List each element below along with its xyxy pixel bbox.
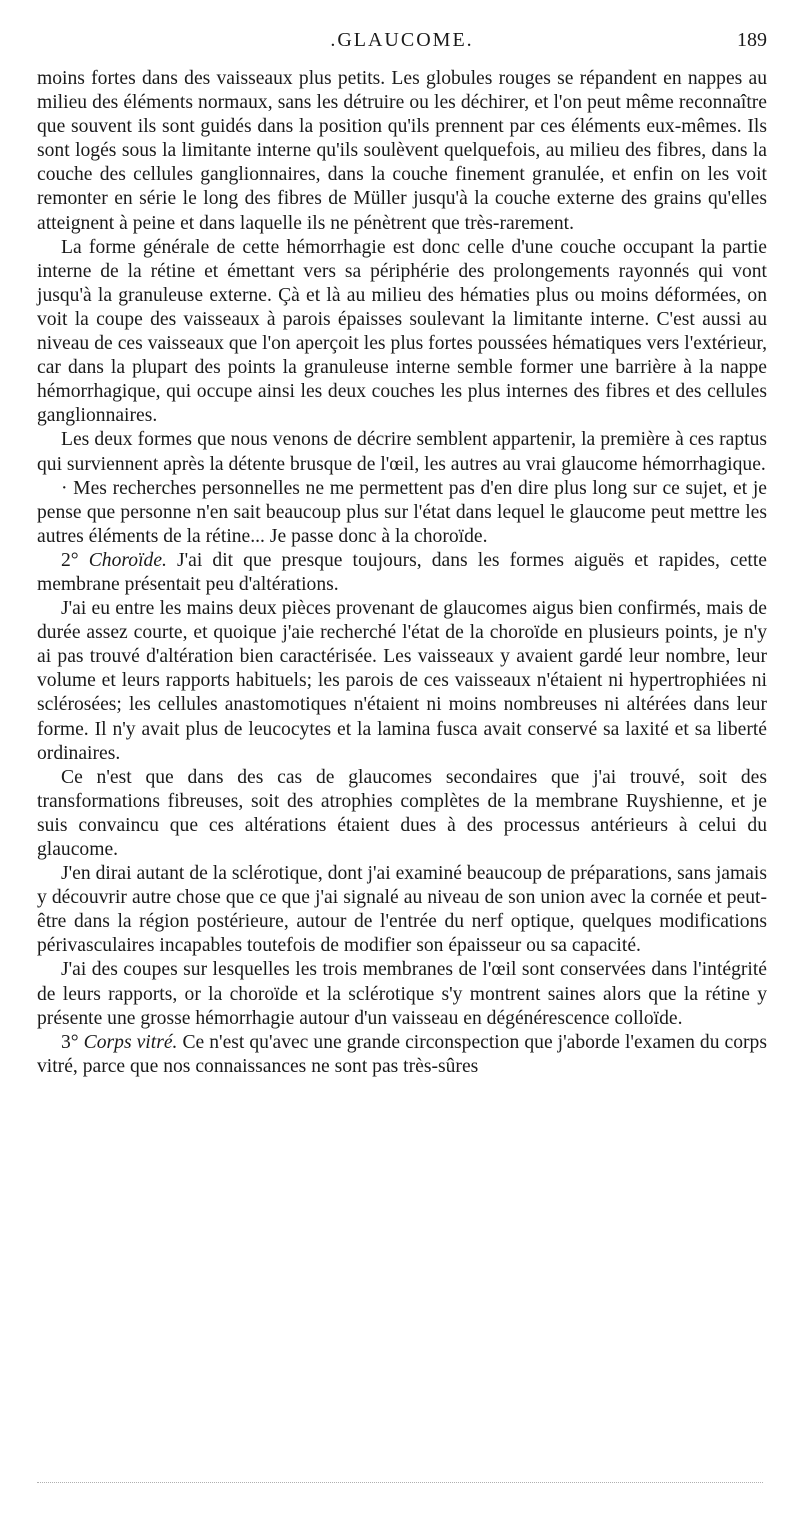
paragraph-secondary-glaucoma: Ce n'est que dans des cas de glaucomes secondaires que j'ai trouvé, soit des transformations fibreuses, soit des atrophies complètes de la membrane Ruyshienne, et je suis convaincu que ces altérations étaient dues à des processus antérieurs à celui du glaucome. (37, 766, 767, 860)
paragraph-vitreous-intro (37, 1031, 767, 1079)
paragraph-sclera: J'en dirai autant de la sclérotique, dont j'ai examiné beaucoup de préparations, sans jamais y découvrir autre chose que ce que j'ai signalé au niveau de son union avec la cornée et peut-être dans la région postérieure, autour de l'entrée du nerf optique, quelques modifications périvasculaires incapables toutefois de modifier son épaisseur ou sa capacité. (37, 863, 767, 957)
section-heading-vitreous: Corps vitré. (83, 1031, 178, 1053)
paragraph-personal-research: · Mes recherches personnelles ne me permettent pas d'en dire plus long sur ce sujet, et je pense que personne n'en sait beaucoup plus sur l'état dans lequel le glaucome peut mettre les autres éléments de la rétine... Je passe donc à la choroïde. (37, 477, 767, 547)
bleed-through-rule (37, 1482, 763, 1483)
paragraph-acute-glaucoma-specimens: J'ai eu entre les mains deux pièces provenant de glaucomes aigus bien confirmés, mais de durée assez courte, et quoique j'aie recherché l'état de la choroïde en plusieurs points, je n'y ai pas trouvé d'altération bien caractérisée. Les vaisseaux y avaient gardé leur nombre, leur volume et leurs rapports habituels; les parois de ces vaisseaux n'étaient ni hypertrophiées ni sclérosées; les cellules anastomotiques n'étaient ni moins nombreuses ni altérées dans leur forme. Il n'y avait plus de leucocytes et la lamina fusca avait conservé sa laxité et sa liberté ordinaires. (37, 598, 767, 764)
page-number: 189 (737, 29, 767, 51)
section-text-choroid: J'ai dit que presque toujours, dans les formes aiguës et rapides, cette membrane présentait peu d'altérations. (37, 549, 767, 595)
section-heading-choroid: Choroïde. (88, 549, 167, 571)
running-head (37, 0, 767, 51)
running-title: .GLAUCOME. (330, 29, 474, 51)
section-number-vitreous: 3° (61, 1031, 79, 1053)
paragraph-two-forms: Les deux formes que nous venons de décrire semblent appartenir, la première à ces raptus qui surviennent après la détente brusque de l'œil, les autres au vrai glaucome hémorrhagique. (37, 429, 767, 475)
paragraph-three-membranes: J'ai des coupes sur lesquelles les trois membranes de l'œil sont conservées dans l'intégrité de leurs rapports, or la choroïde et la sclérotique s'y montrent saines alors que la rétine y présente une grosse hémorrhagie autour d'un vaisseau en dégénérescence colloïde. (37, 959, 767, 1029)
section-number-choroid: 2° (61, 549, 79, 571)
body-text (37, 67, 767, 1079)
section-text-vitreous: Ce n'est qu'avec une grande circonspection que j'aborde l'examen du corps vitré, parce que nos connaissances ne sont pas très-sûres (37, 1031, 767, 1077)
paragraph-retina-hemorrhage-continued: moins fortes dans des vaisseaux plus petits. Les globules rouges se répandent en nappes au milieu des éléments normaux, sans les détruire ou les déchirer, et l'on peut même reconnaître que souvent ils sont guidés dans la position qu'ils prennent par ces éléments eux-mêmes. Ils sont logés sous la limitante interne qu'ils soulèvent quelquefois, au milieu des fibres, dans la couche des cellules ganglionnaires, dans la couche finement granulée, et enfin on les voit remonter en série le long des fibres de Müller jusqu'à la couche externe des grains qu'elles atteignent à peine et dans laquelle ils ne pénètrent que très-rarement. (37, 68, 767, 234)
paragraph-choroid-intro (37, 549, 767, 597)
paragraph-hemorrhage-form: La forme générale de cette hémorrhagie est donc celle d'une couche occupant la partie interne de la rétine et émettant vers sa périphérie des prolongements rayonnés qui vont jusqu'à la granuleuse externe. Çà et là au milieu des hématies plus ou moins déformées, on voit la coupe des vaisseaux à parois épaisses soulevant la limitante interne. C'est aussi au niveau de ces vaisseaux que l'on aperçoit les plus fortes poussées hématiques vers l'extérieur, car dans la plupart des points la granuleuse interne semble former une barrière à la nappe hémorrhagique, qui occupe ainsi les deux couches les plus internes des fibres et des cellules ganglionnaires. (37, 236, 767, 427)
book-page (37, 0, 767, 1079)
